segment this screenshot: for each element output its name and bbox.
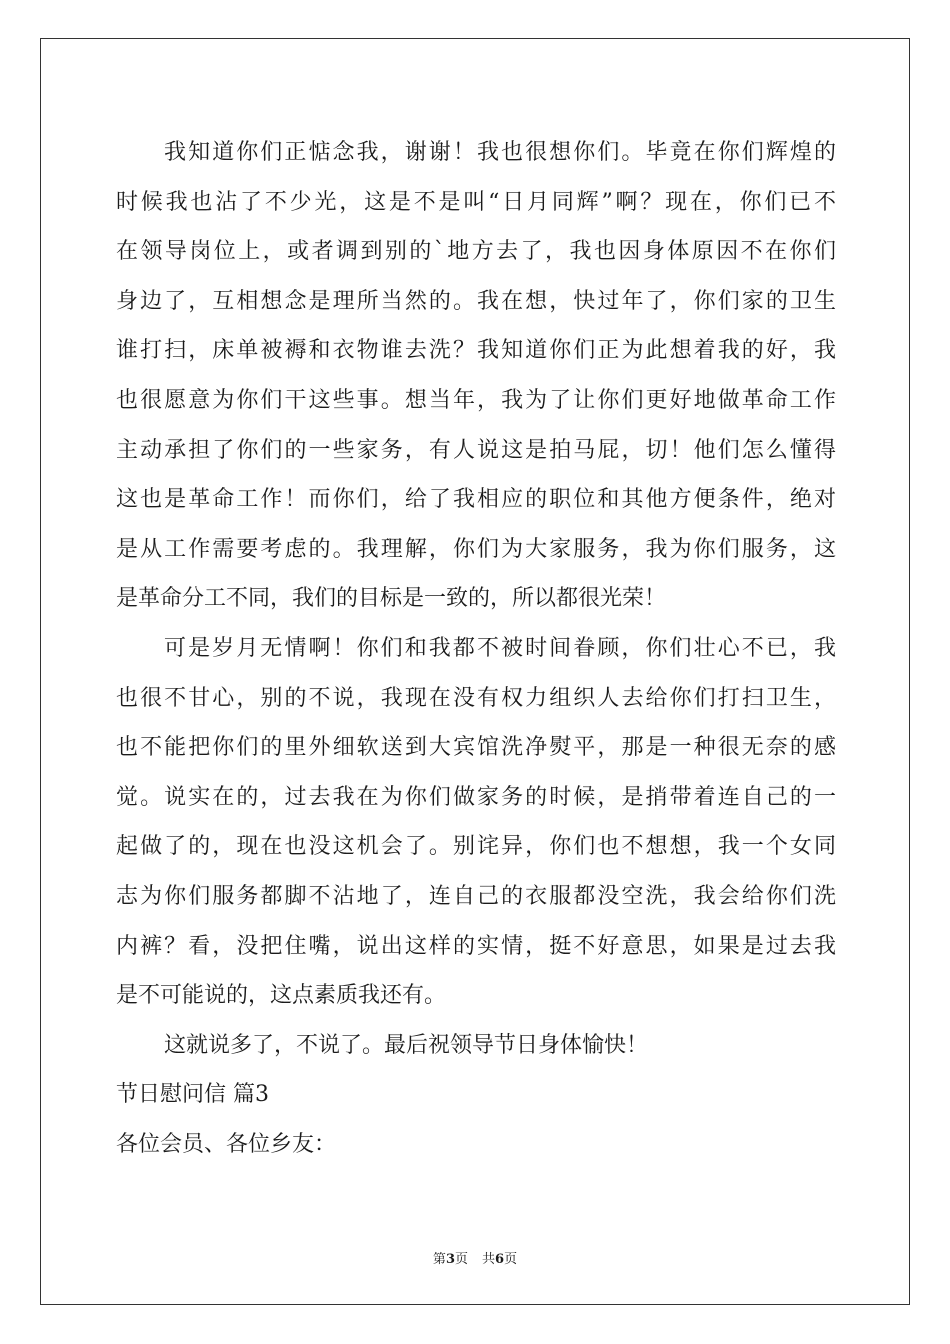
paragraph-line: 在领导岗位上，或者调到别的`地方去了，我也因身体原因不在你们 — [116, 239, 836, 265]
page-suffix: 页 — [454, 1252, 468, 1267]
paragraph-line: 是从工作需要考虑的。我理解，你们为大家服务，我为你们服务，这 — [116, 536, 836, 562]
paragraph-line: 身边了，互相想念是理所当然的。我在想，快过年了，你们家的卫生 — [116, 288, 836, 314]
salutation: 各位会员、各位乡友： — [116, 1132, 337, 1158]
paragraph-line: 内裤？看，没把住嘴，说出这样的实情，挺不好意思，如果是过去我 — [116, 933, 836, 959]
paragraph-line: 是不可能说的，这点素质我还有。 — [116, 983, 447, 1009]
section-title: 节日慰问信 篇3 — [116, 1082, 269, 1108]
paragraph-3 — [116, 1021, 836, 1071]
paragraph-line: 是革命分工不同，我们的目标是一致的，所以都很光荣！ — [116, 586, 667, 612]
page-footer — [0, 1248, 950, 1267]
document-body — [116, 128, 836, 1170]
paragraph-2 — [116, 624, 836, 1021]
paragraph-line: 我知道你们正惦念我，谢谢！我也很想你们。毕竟在你们辉煌的 — [164, 140, 836, 165]
paragraph-line: 也很不甘心，别的不说，我现在没有权力组织人去给你们打扫卫生， — [116, 685, 836, 711]
current-page-number: 3 — [445, 1252, 455, 1267]
paragraph-line: 也很愿意为你们干这些事。想当年，我为了让你们更好地做革命工作 — [116, 387, 836, 413]
paragraph-line: 这也是革命工作！而你们，给了我相应的职位和其他方便条件，绝对 — [116, 487, 836, 513]
total-page-number: 6 — [495, 1252, 505, 1267]
page-prefix: 第 — [432, 1252, 446, 1267]
paragraph-line: 这就说多了，不说了。最后祝领导节日身体愉快！ — [164, 1032, 649, 1058]
total-suffix: 页 — [504, 1252, 518, 1267]
paragraph-line: 时候我也沾了不少光，这是不是叫“日月同辉”啊？现在，你们已不 — [116, 189, 836, 215]
paragraph-1 — [116, 128, 836, 624]
paragraph-line: 也不能把你们的里外细软送到大宾馆洗净熨平，那是一种很无奈的感 — [116, 735, 836, 761]
paragraph-line: 觉。说实在的，过去我在为你们做家务的时候，是捎带着连自己的一 — [116, 784, 836, 810]
paragraph-line: 志为你们服务都脚不沾地了，连自己的衣服都没空洗，我会给你们洗 — [116, 883, 836, 909]
paragraph-line: 主动承担了你们的一些家务，有人说这是拍马屁，切！他们怎么懂得 — [116, 437, 836, 463]
paragraph-line: 可是岁月无情啊！你们和我都不被时间眷顾，你们壮心不已，我 — [164, 635, 836, 661]
paragraph-line: 谁打扫，床单被褥和衣物谁去洗？我知道你们正为此想着我的好，我 — [116, 338, 836, 364]
total-prefix: 共 — [482, 1252, 496, 1267]
paragraph-line: 起做了的，现在也没这机会了。别诧异，你们也不想想，我一个女同 — [116, 834, 836, 860]
